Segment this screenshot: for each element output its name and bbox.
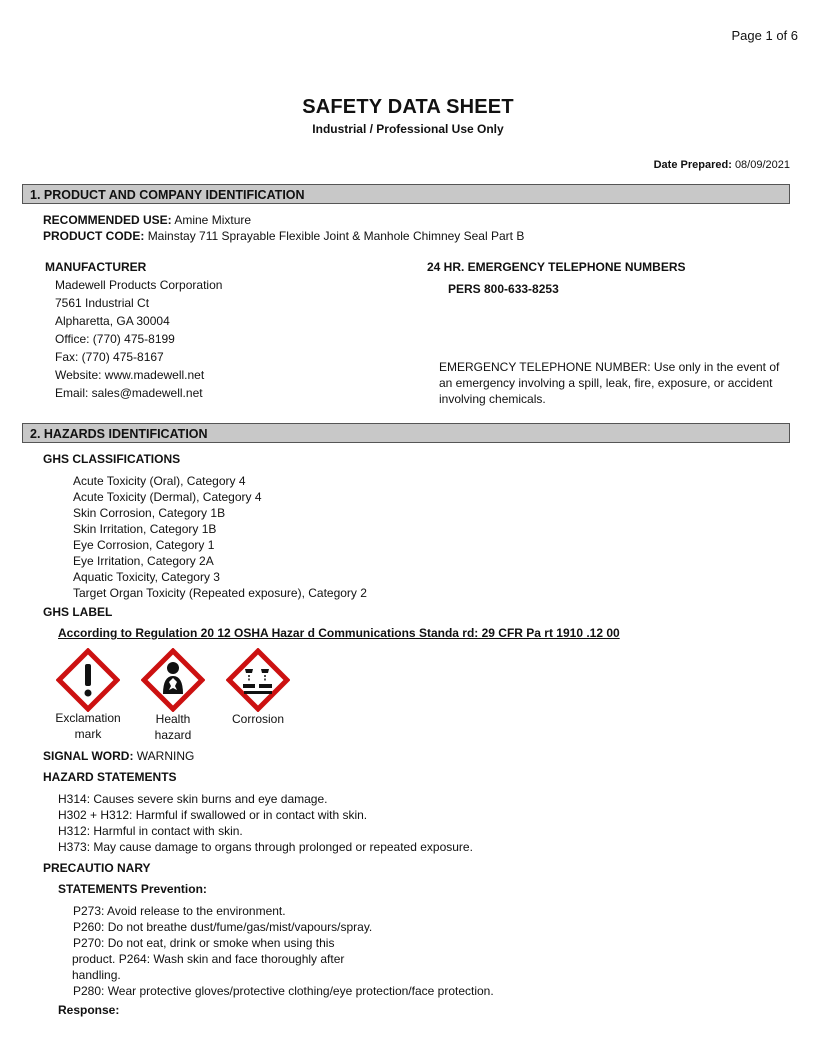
signal-word bbox=[43, 749, 194, 763]
classification-item: Eye Irritation, Category 2A bbox=[73, 554, 214, 568]
manufacturer-heading: MANUFACTURER bbox=[45, 260, 147, 274]
statements-prevention-heading: STATEMENTS Prevention: bbox=[58, 882, 207, 896]
pictogram-exclamation-label bbox=[40, 710, 136, 742]
prevention-line: handling. bbox=[72, 968, 121, 982]
date-prepared bbox=[654, 159, 790, 171]
pictogram-label-line1: Exclamation bbox=[55, 711, 121, 725]
product-code bbox=[43, 229, 524, 243]
document-subtitle: Industrial / Professional Use Only bbox=[312, 122, 504, 136]
prevention-line: product. P264: Wash skin and face thoroughly after bbox=[72, 952, 345, 966]
classification-item: Skin Irritation, Category 1B bbox=[73, 522, 217, 536]
manufacturer-street: 7561 Industrial Ct bbox=[55, 296, 150, 310]
hazard-statements-list bbox=[58, 791, 473, 855]
exclamation-mark-icon bbox=[56, 648, 120, 712]
pictogram-exclamation bbox=[56, 648, 120, 717]
classification-item: Acute Toxicity (Oral), Category 4 bbox=[73, 474, 246, 488]
section-2-heading: 2. HAZARDS IDENTIFICATION bbox=[22, 423, 790, 443]
date-prepared-label: Date Prepared: bbox=[653, 159, 732, 171]
precautionary-heading: PRECAUTIO NARY bbox=[43, 861, 151, 875]
manufacturer-email: Email: sales@madewell.net bbox=[55, 386, 203, 400]
ghs-classifications-heading: GHS CLASSIFICATIONS bbox=[43, 452, 181, 466]
recommended-use-value: Amine Mixture bbox=[174, 213, 252, 227]
emergency-note: EMERGENCY TELEPHONE NUMBER: Use only in the event of an emergency involving a spill, leak, fire, exposure, or accident involving chemicals. bbox=[439, 360, 780, 406]
hazard-statement: H314: Causes severe skin burns and eye damage. bbox=[58, 792, 328, 806]
product-code-value: Mainstay 711 Sprayable Flexible Joint & Manhole Chimney Seal Part B bbox=[147, 229, 525, 243]
classification-item: Eye Corrosion, Category 1 bbox=[73, 538, 215, 552]
manufacturer-fax: Fax: (770) 475-8167 bbox=[55, 350, 164, 364]
signal-word-value: WARNING bbox=[136, 749, 195, 763]
manufacturer-office-phone: Office: (770) 475-8199 bbox=[55, 332, 175, 346]
classification-item: Acute Toxicity (Dermal), Category 4 bbox=[73, 490, 262, 504]
emergency-heading: 24 HR. EMERGENCY TELEPHONE NUMBERS bbox=[427, 260, 686, 274]
manufacturer-info bbox=[55, 276, 222, 402]
page-number: Page 1 of 6 bbox=[731, 28, 798, 43]
section-1-heading: 1. PRODUCT AND COMPANY IDENTIFICATION bbox=[22, 184, 790, 204]
regulation-reference: According to Regulation 20 12 OSHA Hazar d Communications Standa rd: 29 CFR Pa rt 1910 .12 00 bbox=[58, 626, 620, 640]
pictogram-corrosion-label bbox=[210, 711, 306, 727]
response-label: Response: bbox=[58, 1003, 120, 1017]
pictogram-corrosion bbox=[226, 648, 290, 717]
prevention-line: P280: Wear protective gloves/protective clothing/eye protection/face protection. bbox=[73, 984, 494, 998]
pictogram-health-label bbox=[125, 711, 221, 743]
document-title: SAFETY DATA SHEET bbox=[302, 96, 514, 118]
classification-item: Aquatic Toxicity, Category 3 bbox=[73, 570, 220, 584]
recommended-use-label: RECOMMENDED USE: bbox=[43, 213, 172, 227]
pictogram-label-line1: Corrosion bbox=[231, 712, 285, 726]
manufacturer-website: Website: www.madewell.net bbox=[55, 368, 205, 382]
manufacturer-city: Alpharetta, GA 30004 bbox=[55, 314, 170, 328]
corrosion-icon bbox=[226, 648, 290, 712]
prevention-line: P260: Do not breathe dust/fume/gas/mist/vapours/spray. bbox=[73, 920, 373, 934]
manufacturer-name: Madewell Products Corporation bbox=[55, 278, 223, 292]
hazard-statement: H312: Harmful in contact with skin. bbox=[58, 824, 243, 838]
prevention-line: P270: Do not eat, drink or smoke when using this bbox=[73, 936, 335, 950]
pictogram-label-line2: mark bbox=[74, 727, 102, 741]
pictogram-label-line1: Health bbox=[155, 712, 191, 726]
signal-word-label: SIGNAL WORD: bbox=[43, 749, 134, 763]
classification-item: Target Organ Toxicity (Repeated exposure), Category 2 bbox=[73, 586, 367, 600]
emergency-number: PERS 800-633-8253 bbox=[448, 282, 559, 296]
ghs-classifications-list bbox=[73, 473, 367, 601]
product-code-label: PRODUCT CODE: bbox=[43, 229, 145, 243]
recommended-use bbox=[43, 213, 251, 227]
hazard-statement: H302 + H312: Harmful if swallowed or in contact with skin. bbox=[58, 808, 368, 822]
prevention-list bbox=[73, 903, 494, 999]
classification-item: Skin Corrosion, Category 1B bbox=[73, 506, 226, 520]
ghs-label-heading: GHS LABEL bbox=[43, 605, 113, 619]
date-prepared-value: 08/09/2021 bbox=[734, 159, 790, 171]
prevention-line: P273: Avoid release to the environment. bbox=[73, 904, 286, 918]
hazard-statements-heading: HAZARD STATEMENTS bbox=[43, 770, 177, 784]
pictogram-label-line2: hazard bbox=[154, 728, 192, 742]
hazard-statement: H373: May cause damage to organs through prolonged or repeated exposure. bbox=[58, 840, 473, 854]
pictogram-health bbox=[141, 648, 205, 717]
health-hazard-icon bbox=[141, 648, 205, 712]
